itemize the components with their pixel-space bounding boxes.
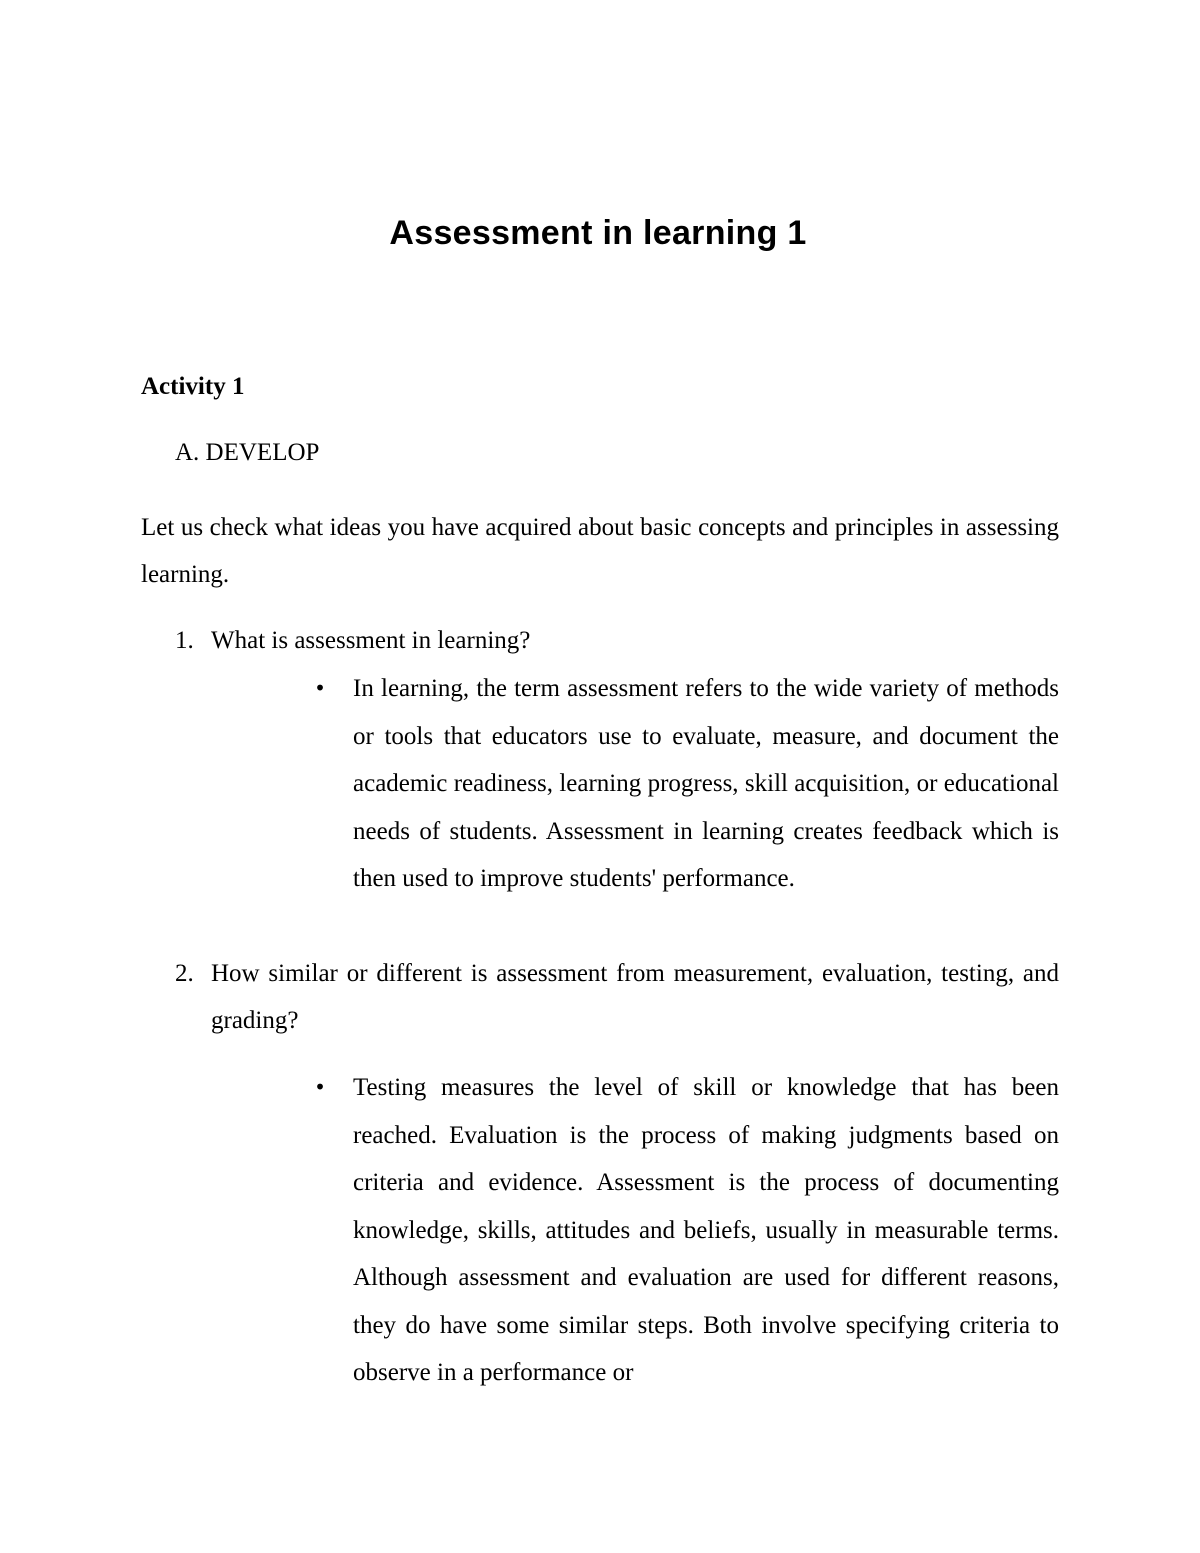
- question-1-number: 1.: [175, 627, 194, 654]
- document-title: Assessment in learning 1: [389, 214, 807, 252]
- answer-2: [310, 1064, 1059, 1397]
- section-label: A. DEVELOP: [175, 439, 320, 466]
- question-1: [175, 617, 1059, 664]
- answer-1-text: In learning, the term assessment refers to the wide variety of methods or tools that educators use to evaluate, measure, and document the academic readiness, learning progress, skill acquisition, or educational needs of students. Assessment in learning creates feedback which is then used to improve students' performance.: [353, 675, 1059, 892]
- answer-2-text: Testing measures the level of skill or knowledge that has been reached. Evaluation is the process of making judgments based on criteria and evidence. Assessment is the process of documenting knowledge, skills, attitudes and beliefs, usually in measurable terms. Although assessment and evaluation are used for different reasons, they do have some similar steps. Both involve specifying criteria to observe in a performance or: [353, 1074, 1059, 1386]
- bullet-icon: •: [314, 1075, 326, 1099]
- question-2-text: How similar or different is assessment from measurement, evaluation, testing, and grading?: [211, 960, 1059, 1034]
- bullet-icon: •: [314, 676, 326, 700]
- question-2: [175, 950, 1059, 1044]
- question-2-number: 2.: [175, 960, 194, 987]
- activity-heading: Activity 1: [141, 373, 245, 400]
- intro-paragraph: Let us check what ideas you have acquired about basic concepts and principles in assessing learning.: [141, 514, 1059, 588]
- question-1-text: What is assessment in learning?: [211, 627, 531, 654]
- answer-1: [310, 665, 1059, 903]
